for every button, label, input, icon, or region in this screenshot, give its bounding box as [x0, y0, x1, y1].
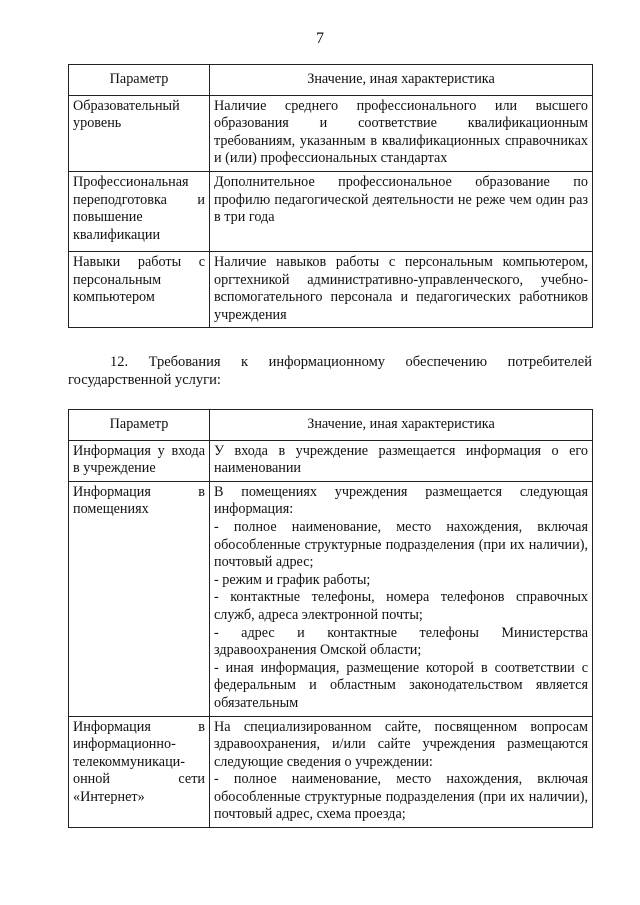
parameter-cell: Профессиональная переподготовка и повышение квалификации: [69, 171, 210, 251]
parameter-cell: Навыки работы с персональным компьютером: [69, 251, 210, 327]
column-header-parameter: Параметр: [69, 65, 210, 96]
column-header-value: Значение, иная характеристика: [210, 65, 593, 96]
value-line: - режим и график работы;: [214, 571, 371, 588]
value-line: - контактные телефоны, номера телефонов справочных служб, адреса электронной почты;: [214, 589, 588, 623]
table-row: [69, 95, 593, 171]
value-line: У входа в учреждение размещается информация о его наименовании: [214, 442, 588, 477]
column-header-parameter: Параметр: [69, 410, 210, 441]
table-row: [69, 171, 593, 251]
value-line: В помещениях учреждения размещается следующая информация:: [214, 483, 588, 518]
value-cell: [210, 481, 593, 716]
value-line: - иная информация, размещение которой в соответствии с федеральным и областным законодательством является обязательным: [214, 659, 588, 711]
value-cell: [210, 716, 593, 828]
parameter-cell: Информация в помещениях: [69, 481, 210, 716]
qualification-requirements-table: [68, 64, 593, 328]
table-header-row: [69, 410, 593, 441]
table-row: [69, 716, 593, 828]
table-row: [69, 481, 593, 716]
value-cell: Наличие навыков работы с персональным компьютером, оргтехникой административно-управленческого, учебно-вспомогательного персонала и педагогических работников учреждения: [210, 251, 593, 327]
section-12-heading: 12. Требования к информационному обеспечению потребителей государственной услуги:: [68, 354, 592, 388]
parameter-cell: Информация у входа в учреждение: [69, 440, 210, 481]
page-number: 7: [316, 30, 324, 47]
value-cell: Наличие среднего профессионального или высшего образования и соответствие квалификационным требованиям, указанным в квалификационных справочниках и (или) профессиональных стандартах: [210, 95, 593, 171]
parameter-cell: Образовательный уровень: [69, 95, 210, 171]
table-header-row: [69, 65, 593, 96]
information-requirements-table: [68, 409, 593, 828]
column-header-value: Значение, иная характеристика: [210, 410, 593, 441]
value-line: На специализированном сайте, посвященном вопросам здравоохранения, и/или сайте учреждения размещаются следующие сведения о учреждении:: [214, 718, 588, 770]
parameter-cell: Информация в информационно-телекоммуникаци-онной сети «Интернет»: [69, 716, 210, 828]
value-cell: [210, 440, 593, 481]
table-row: [69, 440, 593, 481]
value-line: - полное наименование, место нахождения, включая обособленные структурные подразделения (при их наличии), почтовый адрес, схема проезда;: [214, 771, 588, 823]
table-row: [69, 251, 593, 327]
value-line: - адрес и контактные телефоны Министерства здравоохранения Омской области;: [214, 624, 588, 659]
value-cell: Дополнительное профессиональное образование по профилю педагогической деятельности не реже чем один раз в три года: [210, 171, 593, 251]
value-line: - полное наименование, место нахождения, включая обособленные структурные подразделения (при их наличии), почтовый адрес;: [214, 518, 588, 571]
